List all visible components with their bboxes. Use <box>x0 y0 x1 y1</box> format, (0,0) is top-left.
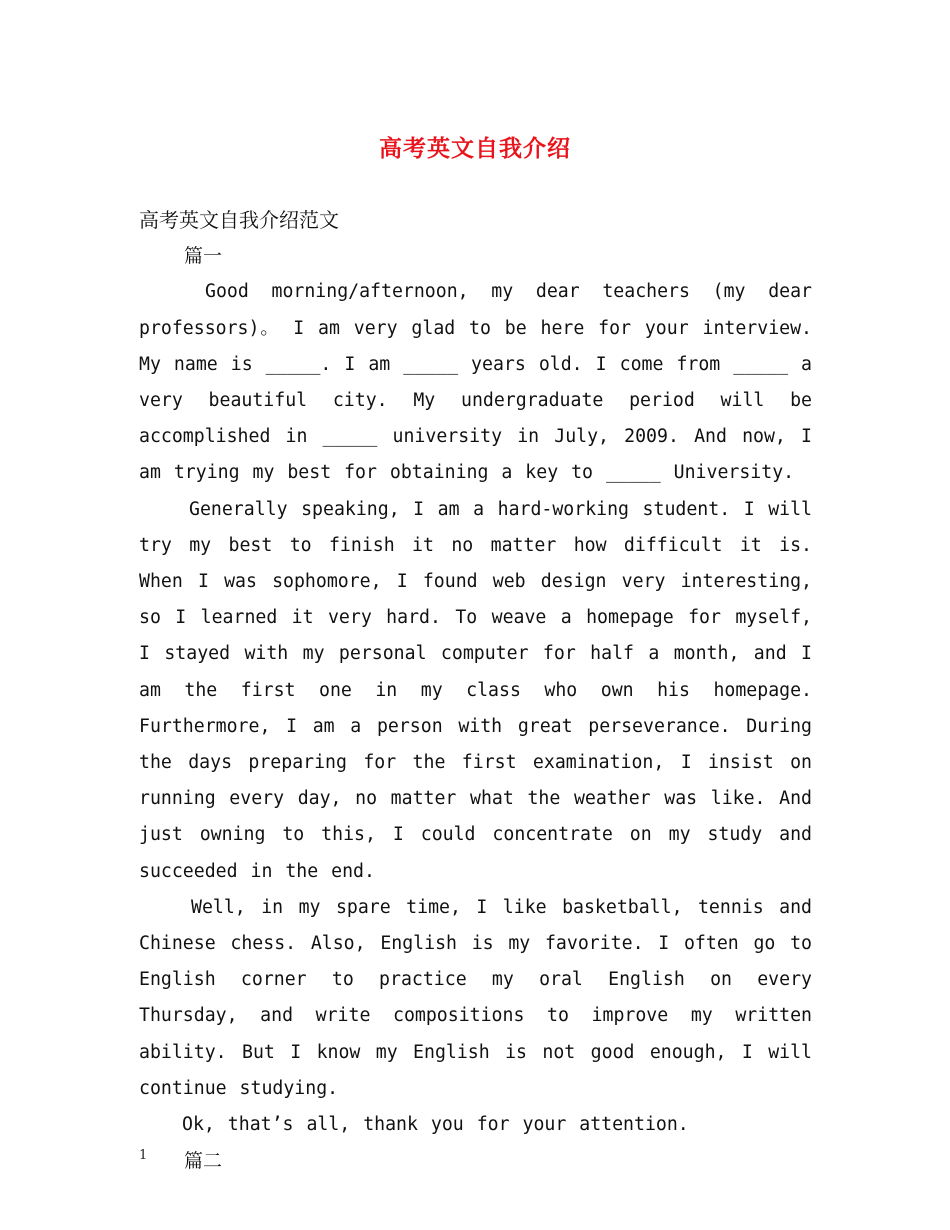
section-heading-2: 篇二 <box>184 1150 223 1173</box>
paragraph-closing: Ok, that’s all, thank you for your attention. <box>182 1114 689 1136</box>
document-body <box>139 202 812 1179</box>
section-heading-1: 篇一 <box>184 245 223 268</box>
paragraph-hard-working: Generally speaking, I am a hard-working student. I will try my best to finish it no matter how difficult it is. When I was sophomore, I found web design very interesting, so I learned it very hard. To weave a homepage for myself, I stayed with my personal computer for half a month, and I am the first one in my class who own his homepage. Furthermore, I am a person with great perseverance. During the days preparing for the first examination, I insist on running every day, no matter what the weather was like. And just owning to this, I could concentrate on my study and succeeded in the end. <box>139 498 812 882</box>
document-subtitle: 高考英文自我介绍范文 <box>139 208 339 232</box>
document-title: 高考英文自我介绍 <box>379 135 571 162</box>
paragraph-hobbies: Well, in my spare time, I like basketball, tennis and Chinese chess. Also, English is my favorite. I often go to English corner to practice my oral English on every Thursday, and write compositions to improve my written ability. But I know my English is not good enough, I will continue studying. <box>139 896 812 1099</box>
page-number: 1 <box>139 1148 148 1163</box>
paragraph-introduction: Good morning/afternoon, my dear teachers (my dear professors)。 I am very glad to be here for your interview. My name is _____. I am _____ years old. I come from _____ a very beautiful city. My undergraduate period will be accomplished in _____ university in July, 2009. And now, I am trying my best for obtaining a key to _____ University. <box>139 281 812 484</box>
